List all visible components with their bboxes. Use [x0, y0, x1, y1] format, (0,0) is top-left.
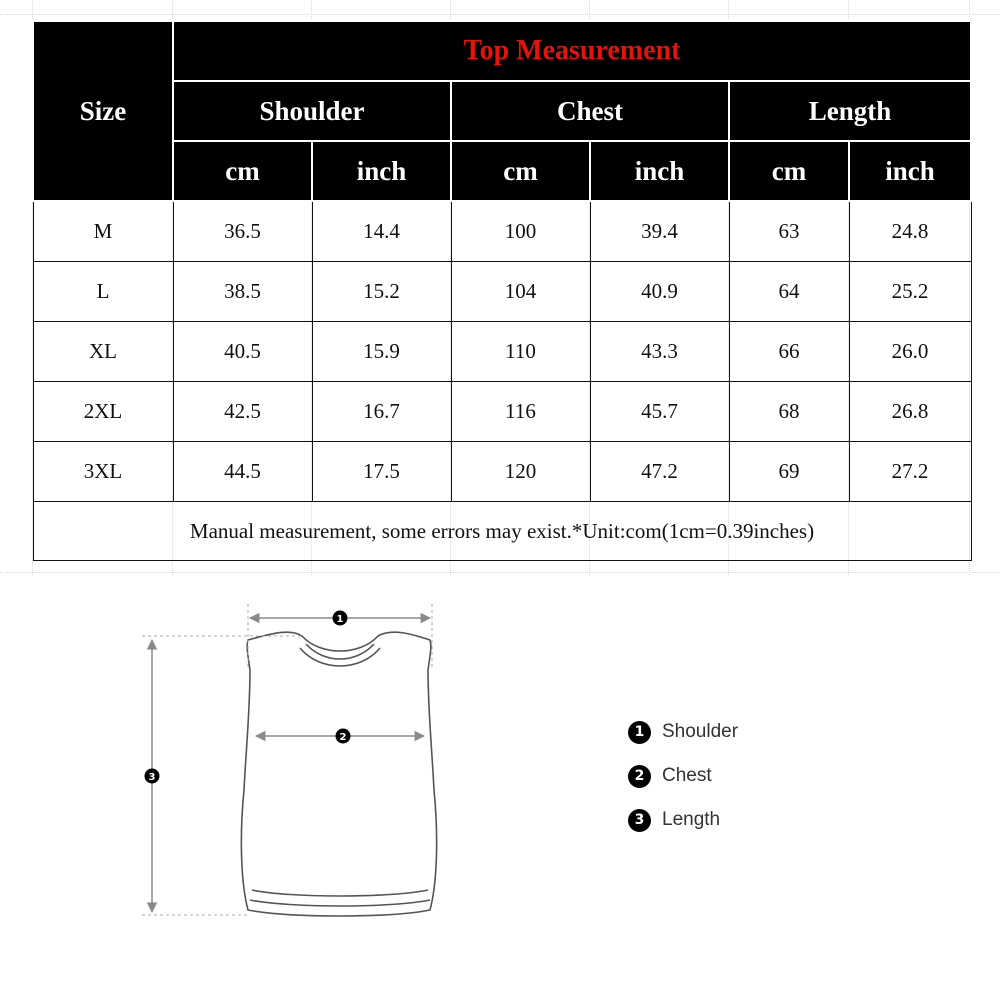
size-chart-table [32, 20, 972, 561]
group-header-length: Length [729, 81, 971, 141]
table-row [33, 262, 971, 322]
value-cell: 40.5 [173, 322, 312, 382]
value-cell: 69 [729, 442, 849, 502]
shoulder-measure [248, 604, 432, 670]
value-cell: 43.3 [590, 322, 729, 382]
table-row [33, 382, 971, 442]
marker-3: 3 [148, 772, 156, 783]
unit-header: cm [173, 141, 312, 201]
legend-item-shoulder [628, 710, 738, 754]
value-cell: 15.9 [312, 322, 451, 382]
length-measure [142, 636, 302, 915]
value-cell: 36.5 [173, 201, 312, 262]
value-cell: 42.5 [173, 382, 312, 442]
value-cell: 24.8 [849, 201, 971, 262]
table-row [33, 442, 971, 502]
garment-diagram [130, 590, 450, 930]
value-cell: 39.4 [590, 201, 729, 262]
guide-line [0, 14, 1000, 15]
legend-item-length [628, 798, 738, 842]
value-cell: 120 [451, 442, 590, 502]
legend-number: 3 [628, 809, 651, 832]
measurement-note: Manual measurement, some errors may exist.*Unit:com(1cm=0.39inches) [33, 502, 971, 561]
value-cell: 26.8 [849, 382, 971, 442]
guide-line [0, 572, 1000, 573]
size-cell: 3XL [33, 442, 173, 502]
legend-label: Chest [662, 765, 712, 786]
value-cell: 64 [729, 262, 849, 322]
value-cell: 38.5 [173, 262, 312, 322]
size-header: Size [33, 21, 173, 201]
value-cell: 27.2 [849, 442, 971, 502]
group-header-shoulder: Shoulder [173, 81, 451, 141]
value-cell: 44.5 [173, 442, 312, 502]
value-cell: 14.4 [312, 201, 451, 262]
marker-2: 2 [339, 732, 347, 743]
measurement-legend [628, 710, 738, 842]
table-title: Top Measurement [173, 21, 971, 81]
legend-number: 1 [628, 721, 651, 744]
value-cell: 17.5 [312, 442, 451, 502]
legend-item-chest [628, 754, 738, 798]
vest-outline [241, 632, 436, 916]
size-cell: L [33, 262, 173, 322]
size-cell: XL [33, 322, 173, 382]
size-cell: 2XL [33, 382, 173, 442]
unit-header: cm [729, 141, 849, 201]
size-cell: M [33, 201, 173, 262]
value-cell: 40.9 [590, 262, 729, 322]
unit-header: inch [590, 141, 729, 201]
unit-header: cm [451, 141, 590, 201]
legend-label: Shoulder [662, 721, 739, 742]
group-header-chest: Chest [451, 81, 729, 141]
marker-1: 1 [336, 614, 344, 625]
value-cell: 45.7 [590, 382, 729, 442]
value-cell: 66 [729, 322, 849, 382]
value-cell: 25.2 [849, 262, 971, 322]
unit-header: inch [312, 141, 451, 201]
chest-measure [256, 729, 424, 744]
legend-number: 2 [628, 765, 651, 788]
unit-header: inch [849, 141, 971, 201]
value-cell: 15.2 [312, 262, 451, 322]
value-cell: 47.2 [590, 442, 729, 502]
value-cell: 104 [451, 262, 590, 322]
note-row [33, 502, 971, 561]
value-cell: 100 [451, 201, 590, 262]
value-cell: 16.7 [312, 382, 451, 442]
table-row [33, 201, 971, 262]
value-cell: 116 [451, 382, 590, 442]
value-cell: 26.0 [849, 322, 971, 382]
value-cell: 63 [729, 201, 849, 262]
legend-label: Length [662, 809, 721, 830]
value-cell: 110 [451, 322, 590, 382]
value-cell: 68 [729, 382, 849, 442]
table-row [33, 322, 971, 382]
